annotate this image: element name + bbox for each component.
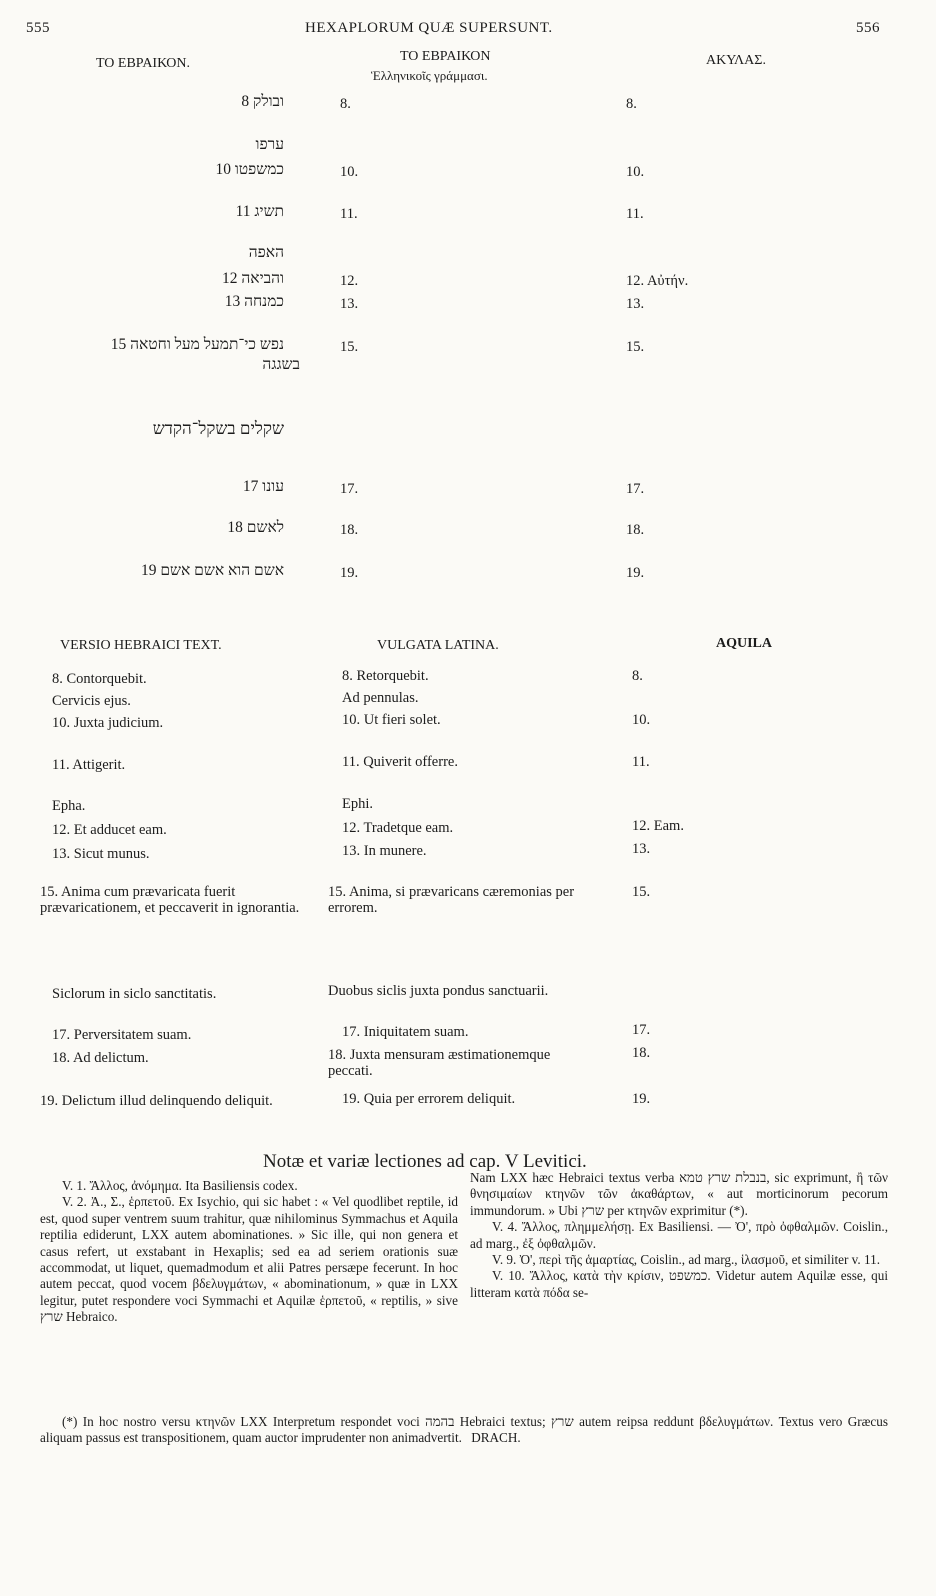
- transliteration-cell: 19.: [340, 565, 359, 581]
- vulgata-cell: 19. Quia per errorem deliquit.: [342, 1091, 516, 1107]
- aquila-latin-cell: 18.: [632, 1045, 651, 1061]
- versio-cell: 18. Ad delictum.: [52, 1050, 149, 1066]
- note-paragraph: V. 9. Ὀ', περὶ τῆς ἁμαρτίας, Coislin., ad marg., ἱλασμοῦ, et similiter v. 11.: [492, 1252, 881, 1268]
- aquila-cell: 18.: [626, 522, 645, 538]
- note-paragraph: Nam LXX hæc Hebraici textus verba בנבלת שרץ טמא, sic exprimunt, ἢ τῶν θνησιμαίων κτηνῶν τῶν ἀκαθάρτων, « aut morticinorum pecorum immundorum. » Ubi שרץ per κτηνῶν exprimitur (*).: [470, 1170, 888, 1218]
- aquila-cell: 8.: [626, 96, 637, 112]
- versio-cell: Epha.: [52, 798, 86, 814]
- vulgata-cell: 15. Anima, si prævaricans cæremonias per errorem.: [328, 884, 575, 916]
- hebrew-cell: בשגגה: [262, 356, 300, 373]
- aquila-cell: 13.: [626, 296, 645, 312]
- versio-cell: Siclorum in siclo sanctitatis.: [52, 986, 217, 1002]
- column-subtitle-transliteration: Ἑλληνικοῖς γράμμασι.: [371, 68, 488, 83]
- note-paragraph: V. 1. Ἄλλος, ἀνόμημα. Ita Basiliensis codex.: [62, 1178, 298, 1193]
- transliteration-cell: 18.: [340, 522, 359, 538]
- vulgata-cell: Ad pennulas.: [342, 690, 419, 706]
- transliteration-cell: 10.: [340, 164, 359, 180]
- aquila-cell: 17.: [626, 481, 645, 497]
- versio-cell: 13. Sicut munus.: [52, 846, 150, 862]
- footnote: [40, 1414, 888, 1447]
- hebrew-cell: לאשם 18: [227, 519, 284, 536]
- hebrew-cell: תשיג 11: [235, 203, 284, 220]
- aquila-latin-cell: 12. Eam.: [632, 818, 684, 834]
- hebrew-cell: שקלים בשקל־הקדש: [152, 419, 284, 438]
- vulgata-cell: Duobus siclis juxta pondus sanctuarii.: [328, 983, 549, 999]
- column-title-aquila: ΑΚΥΛΑΣ.: [706, 53, 766, 68]
- vulgata-cell: Ephi.: [342, 796, 374, 812]
- transliteration-cell: 8.: [340, 96, 351, 112]
- vulgata-cell: 18. Juxta mensuram æstimationemque peccati.: [328, 1047, 551, 1079]
- versio-cell: 12. Et adducet eam.: [52, 822, 167, 838]
- column-title-vulgata: VULGATA LATINA.: [377, 638, 499, 653]
- hebrew-cell: והביאה 12: [221, 270, 284, 287]
- aquila-cell: 12. Αὐτήν.: [626, 273, 689, 289]
- aquila-cell: 19.: [626, 565, 645, 581]
- aquila-latin-cell: 17.: [632, 1022, 651, 1038]
- vulgata-cell: 11. Quiverit offerre.: [342, 754, 458, 770]
- transliteration-cell: 15.: [340, 339, 359, 355]
- notes-title: Notæ et variæ lectiones ad cap. V Levitici.: [263, 1151, 587, 1172]
- vulgata-cell: 13. In munere.: [342, 843, 427, 859]
- versio-cell: 15. Anima cum prævaricata fuerit prævaricationem, et peccaverit in ignorantia.: [40, 884, 300, 916]
- aquila-cell: 11.: [626, 206, 644, 222]
- transliteration-cell: 12.: [340, 273, 359, 289]
- aquila-latin-cell: 10.: [632, 712, 651, 728]
- versio-cell: 8. Contorquebit.: [52, 671, 147, 687]
- transliteration-cell: 17.: [340, 481, 359, 497]
- column-title-transliteration: ΤΟ ΕΒΡΑΙΚΟΝ: [400, 49, 491, 64]
- page-number-left: 555: [26, 20, 50, 36]
- vulgata-cell: 17. Iniquitatem suam.: [342, 1024, 469, 1040]
- notes-left-column: [40, 1178, 458, 1326]
- note-paragraph: V. 4. Ἄλλος, πλημμελήσῃ. Ex Basiliensi. — Ὀ', πρὸ ὀφθαλμῶν. Coislin., ad marg., ἐξ ὀφθαλμῶν.: [470, 1219, 888, 1251]
- page-number-right: 556: [856, 20, 880, 36]
- versio-cell: 10. Juxta judicium.: [52, 715, 164, 731]
- note-paragraph: V. 10. Ἄλλος, κατὰ τὴν κρίσιν, כמשפט. Videtur autem Aquilæ esse, qui litteram κατὰ πόδα se-: [470, 1268, 888, 1300]
- transliteration-cell: 11.: [340, 206, 358, 222]
- footnote-text: (*) In hoc nostro versu κτηνῶν LXX Interpretum respondet voci בהמה Hebraici textus; שרץ autem reipsa reddunt βδελυγμάτων. Textus vero Græcus aliquam passus est transpositionem, quam auctor imprudenter non animadvertit.: [40, 1414, 888, 1446]
- aquila-latin-cell: 15.: [632, 884, 651, 900]
- aquila-latin-cell: 19.: [632, 1091, 651, 1107]
- aquila-latin-cell: 8.: [632, 668, 643, 684]
- vulgata-cell: 12. Tradetque eam.: [342, 820, 454, 836]
- aquila-latin-cell: 13.: [632, 841, 651, 857]
- hebrew-cell: כמשפטו 10: [215, 161, 284, 178]
- column-title-versio: VERSIO HEBRAICI TEXT.: [60, 638, 222, 653]
- running-title: HEXAPLORUM QUÆ SUPERSUNT.: [305, 20, 553, 36]
- hebrew-cell: כמנחה 13: [224, 293, 284, 310]
- note-paragraph: V. 2. Ἀ., Σ., ἑρπετοῦ. Ex Isychio, qui sic habet : « Vel quodlibet reptile, id est, quod super ventrem suum trahitur, quæ nihilominus Symmachus et Aquila reptilia ediderunt, LXX autem abominationes. » Sic ille, qui non genera et casus refert, ut exstabant in Hexaplis; sed ea ad seriem orationis suæ accommodat, ut liquet, quemadmodum et alii Patres persæpe fecerunt. In hoc autem peccat, quod vocem βδελυγμάτων, « abominationum, » quæ in LXX legitur, putet respondere voci Symmachi et Aquilæ ἑρπετοῦ, « reptilis, » sive שרץ Hebraico.: [40, 1194, 458, 1325]
- hebrew-cell: עונו 17: [242, 478, 284, 495]
- notes-right-column: [470, 1170, 888, 1301]
- vulgata-cell: 10. Ut fieri solet.: [342, 712, 441, 728]
- column-title-hebrew: ΤΟ ΕΒΡΑΙΚΟΝ.: [96, 56, 190, 71]
- hebrew-cell: האפה: [248, 244, 284, 261]
- aquila-cell: 10.: [626, 164, 645, 180]
- versio-cell: 11. Attigerit.: [52, 757, 126, 773]
- versio-cell: Cervicis ejus.: [52, 693, 131, 709]
- hebrew-cell: נפש כי־תמעל מעל וחטאה 15: [110, 336, 284, 353]
- vulgata-cell: 8. Retorquebit.: [342, 668, 429, 684]
- aquila-cell: 15.: [626, 339, 645, 355]
- versio-cell: 19. Delictum illud delinquendo deliquit.: [40, 1093, 273, 1109]
- hebrew-cell: ובולק 8: [241, 93, 284, 110]
- hebrew-cell: ערפו: [255, 136, 284, 153]
- versio-cell: 17. Perversitatem suam.: [52, 1027, 192, 1043]
- footnote-signature: DRACH.: [471, 1430, 521, 1446]
- transliteration-cell: 13.: [340, 296, 359, 312]
- aquila-latin-cell: 11.: [632, 754, 650, 770]
- hebrew-cell: אשם הוא אשם אשם 19: [140, 562, 284, 579]
- column-title-aquila-latin: AQUILA: [716, 636, 773, 651]
